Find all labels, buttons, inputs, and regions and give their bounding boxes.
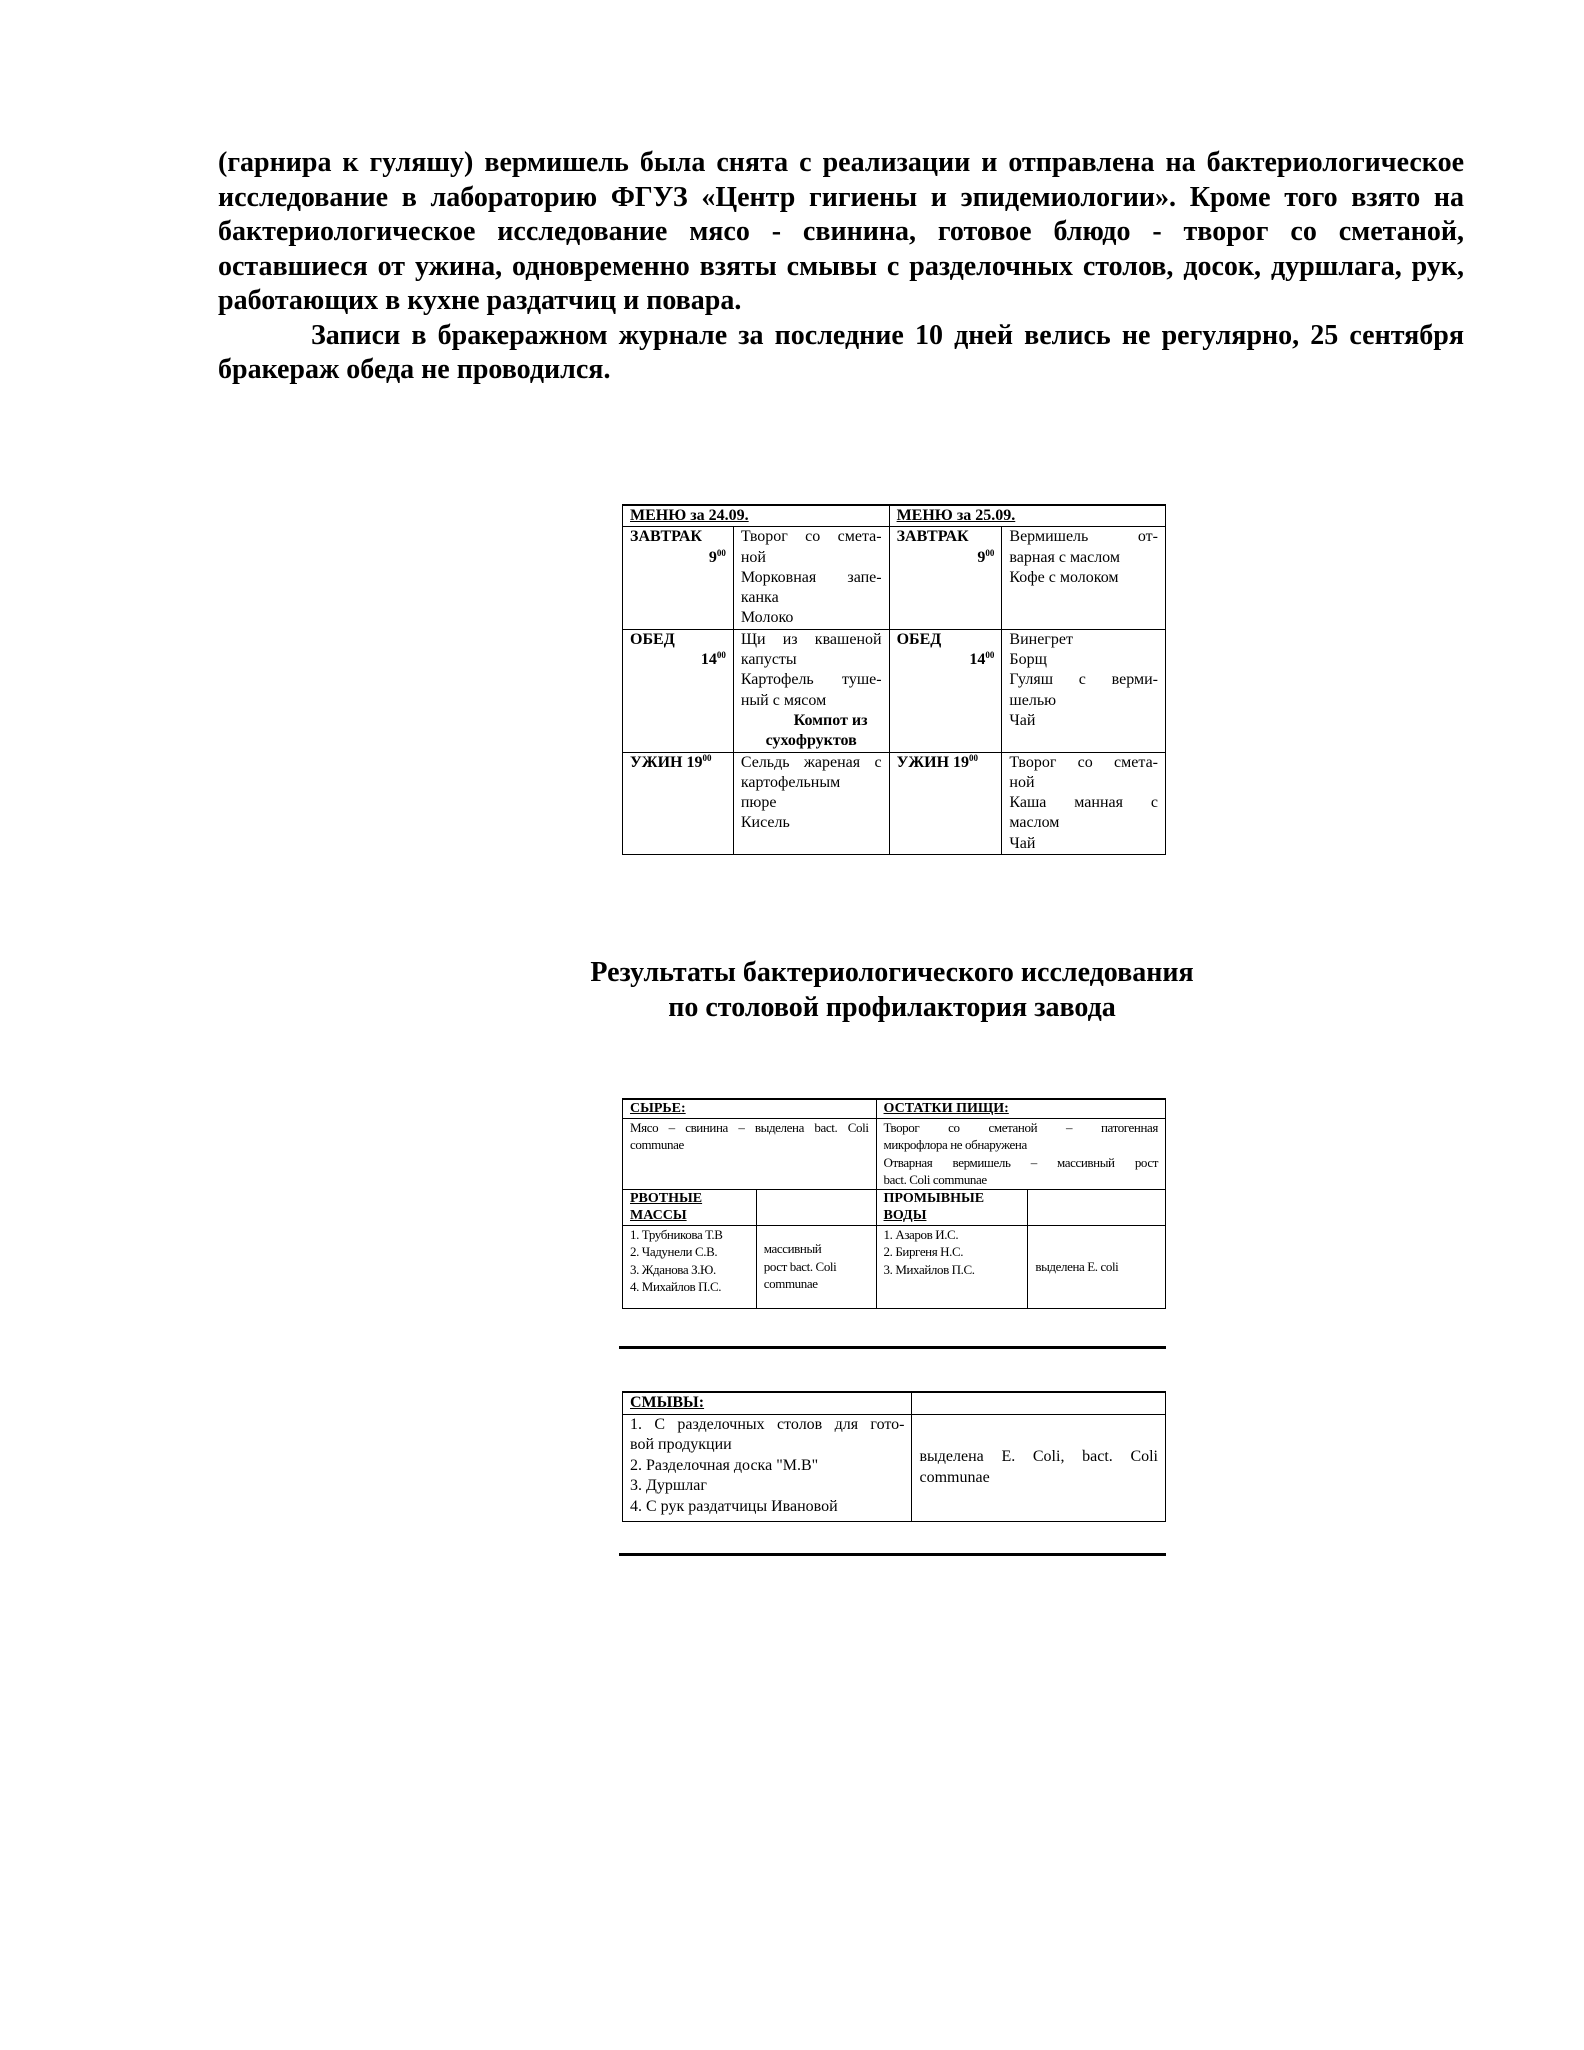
lunch-label-day1: ОБЕД $14^{00}$ [623,629,734,752]
menu-lunch-row [623,629,1166,752]
divider-rule-1 [619,1346,1166,1349]
raw-text: Мясо – свинина – выделена bact. Coli communae [623,1118,877,1189]
washes-table [622,1391,1166,1522]
results-raw-row [623,1118,1166,1189]
rinse-result: выделена E. coli [1028,1225,1166,1308]
dinner-label-day1: УЖИН $19^{00}$ [623,752,734,854]
washes-header: СМЫВЫ: [623,1392,912,1414]
washes-items-row [623,1414,1166,1522]
vomit-header: РВОТНЫЕ МАССЫ [623,1189,757,1225]
leftovers-header: ОСТАТКИ ПИЩИ: [876,1099,1165,1118]
day2-dinner-dishes: Творог со смета- ной Каша манная с маслом Чай [1002,752,1166,854]
paragraph-1: (гарнира к гуляшу) вермишель была снята с реализации и отправлена на бактериологическое исследование в лабораторию ФГУЗ «Центр гигиены и эпидемиологии». Кроме того взято на бактериологическое исследование мясо - свинина, готовое блюдо - творог со сметаной, оставшиеся от ужина, одновременно взяты смывы с разделочных столов, досок, дуршлага, рук, работающих в кухне раздатчиц и повара. [218,147,1464,316]
vomit-result: массивный рост bact. Coli communae [756,1225,876,1308]
washes-result: выделена E. Coli, bact. Coli communae [912,1414,1166,1522]
results-title [460,955,1324,1025]
menu-table [622,504,1166,855]
menu-dinner-row [623,752,1166,854]
menu-day1-header: МЕНЮ за 24.09. [623,505,890,527]
menu-day2-header: МЕНЮ за 25.09. [889,505,1165,527]
day1-dinner-dishes: Сельдь жареная с картофельным пюре Кисель [733,752,889,854]
day2-lunch-dishes: Винегрет Борщ Гуляш с верми- шелью Чай [1002,629,1166,752]
menu-header-row [623,505,1166,527]
results-patients-row [623,1225,1166,1308]
leftovers-text: Творог со сметаной – патогенная микрофлора не обнаружена Отварная вермишель – массивный рост bact. Coli communae [876,1118,1165,1189]
breakfast-label-day1: ЗАВТРАК $9^{00}$ [623,527,734,629]
results-header-row [623,1099,1166,1118]
paragraph-2: Записи в бракеражном журнале за последние 10 дней велись не регулярно, 25 сентября бракераж обеда не проводился. [218,319,1464,385]
results-title-line2: по столовой профилактория завода [668,992,1116,1023]
day1-lunch-dishes: Щи из квашеной капусты Картофель туше- ный с мясом Компот из сухофруктов [733,629,889,752]
day2-breakfast-dishes: Вермишель от- варная с маслом Кофе с молоком [1002,527,1166,629]
washes-items: 1. С разделочных столов для гото- вой продукции 2. Разделочная доска "М.В" 3. Дуршлаг 4. С рук раздатчицы Ивановой [623,1414,912,1522]
body-text [218,146,1464,388]
raw-header: СЫРЬЕ: [623,1099,877,1118]
menu-breakfast-row [623,527,1166,629]
divider-rule-2 [619,1553,1166,1556]
results-title-line1: Результаты бактериологического исследования [590,957,1194,988]
breakfast-label-day2: ЗАВТРАК $9^{00}$ [889,527,1002,629]
rinse-header: ПРОМЫВНЫЕ ВОДЫ [876,1189,1028,1225]
day1-breakfast-dishes: Творог со смета- ной Морковная запе- канка Молоко [733,527,889,629]
washes-header-row [623,1392,1166,1414]
results-table [622,1098,1166,1309]
rinse-patients: 1. Азаров И.С. 2. Биргеня Н.С. 3. Михайлов П.С. [876,1225,1028,1308]
lunch-label-day2: ОБЕД $14^{00}$ [889,629,1002,752]
vomit-patients: 1. Трубникова Т.В 2. Чадунели С.В. 3. Жданова З.Ю. 4. Михайлов П.С. [623,1225,757,1308]
dinner-label-day2: УЖИН $19^{00}$ [889,752,1002,854]
results-subheader-row [623,1189,1166,1225]
